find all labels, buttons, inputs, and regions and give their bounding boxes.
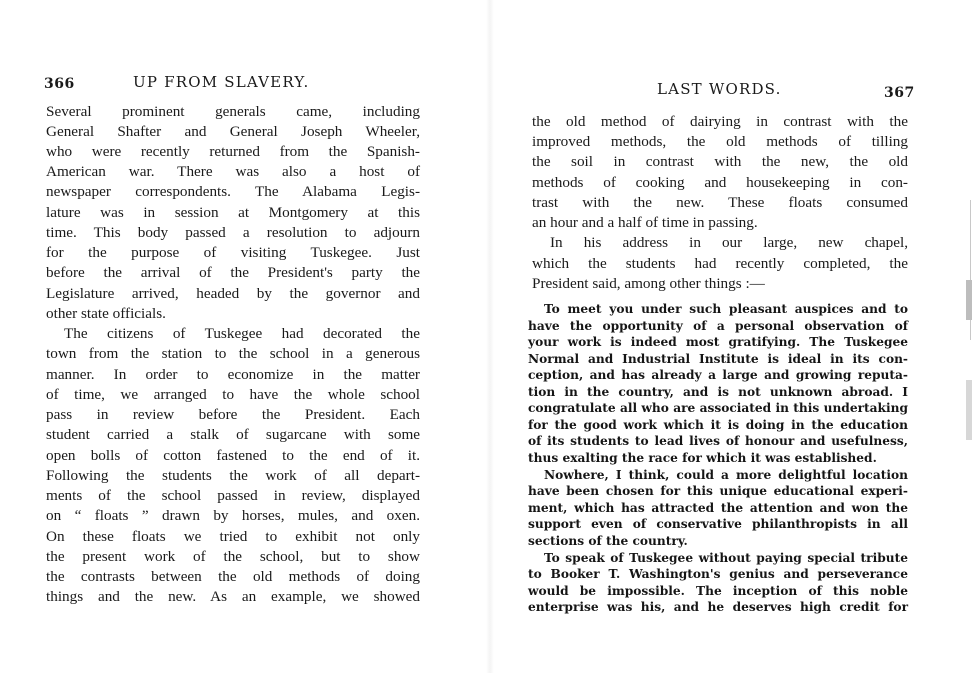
quote-line: of its students to lead lives of honour and usefulness, — [528, 434, 908, 448]
body-line: methods of cooking and housekeeping in con- — [532, 174, 908, 191]
body-line: trast with the new. These floats consumed — [532, 194, 908, 211]
body-line: time. This body passed a resolution to adjourn — [46, 224, 420, 241]
page-number: 367 — [884, 85, 915, 101]
body-line: The citizens of Tuskegee had decorated the — [64, 325, 420, 342]
quote-line: sections of the country. — [528, 534, 688, 548]
page-edge-shadow — [966, 280, 972, 320]
body-line: the old method of dairying in contrast with the — [532, 113, 908, 130]
body-line: ments of the school passed in review, displayed — [46, 487, 420, 504]
quote-line: have been chosen for this unique educational experi- — [528, 484, 908, 498]
body-line: In his address in our large, new chapel, — [550, 234, 908, 251]
body-line: newspaper correspondents. The Alabama Legis- — [46, 183, 420, 200]
body-line: for the purpose of visiting Tuskegee. Just — [46, 244, 420, 261]
body-line: On these floats we tried to exhibit not only — [46, 528, 420, 545]
page-edge-shadow — [966, 380, 972, 440]
body-line: lature was in session at Montgomery at this — [46, 204, 420, 221]
body-line: open bolls of cotton fastened to the end of it. — [46, 447, 420, 464]
running-head: UP FROM SLAVERY. — [133, 73, 310, 91]
body-line: other state officials. — [46, 305, 166, 322]
quote-line: would be impossible. The inception of this noble — [528, 584, 908, 598]
body-line: town from the station to the school in a generous — [46, 345, 420, 362]
body-line: on “ floats ” drawn by horses, mules, and oxen. — [46, 507, 420, 524]
right-page — [490, 0, 980, 673]
body-line: pass in review before the President. Each — [46, 406, 420, 423]
quote-line: Nowhere, I think, could a more delightful location — [544, 468, 908, 482]
quote-line: for the good work which it is doing in the education — [528, 418, 908, 432]
body-line: Legislature arrived, headed by the governor and — [46, 285, 420, 302]
quote-line: ception, and has already a large and growing reputa- — [528, 368, 908, 382]
quote-line: support even of conservative philanthropists in all — [528, 517, 908, 531]
body-line: American war. There was also a host of — [46, 163, 420, 180]
body-line: an hour and a half of time in passing. — [532, 214, 758, 231]
quote-line: To speak of Tuskegee without paying special tribute — [544, 551, 908, 565]
quote-line: congratulate all who are associated in this undertaking — [528, 401, 908, 415]
body-line: the present work of the school, but to show — [46, 548, 420, 565]
quote-line: ment, which has attracted the attention and won the — [528, 501, 908, 515]
body-line: Following the students the work of all depart- — [46, 467, 420, 484]
body-line: General Shafter and General Joseph Wheeler, — [46, 123, 420, 140]
body-line: manner. In order to economize in the matter — [46, 366, 420, 383]
body-line: improved methods, the old methods of tilling — [532, 133, 908, 150]
quote-line: enterprise was his, and he deserves high credit for — [528, 600, 908, 614]
body-line: before the arrival of the President's party the — [46, 264, 420, 281]
quote-line: Normal and Industrial Institute is ideal in its con- — [528, 352, 908, 366]
running-head: LAST WORDS. — [657, 80, 782, 98]
body-line: President said, among other things :— — [532, 275, 765, 292]
body-line: the contrasts between the old methods of doing — [46, 568, 420, 585]
body-line: student carried a stalk of sugarcane with some — [46, 426, 420, 443]
quote-line: your work is indeed most gratifying. The Tuskegee — [528, 335, 908, 349]
quote-line: have the opportunity of a personal observation of — [528, 319, 908, 333]
body-line: who were recently returned from the Spanish- — [46, 143, 420, 160]
quote-line: To meet you under such pleasant auspices and to — [544, 302, 908, 316]
body-line: which the students had recently completed, the — [532, 255, 908, 272]
body-line: the soil in contrast with the new, the old — [532, 153, 908, 170]
body-line: of time, we arranged to have the whole school — [46, 386, 420, 403]
body-line: Several prominent generals came, including — [46, 103, 420, 120]
page-number: 366 — [44, 76, 75, 92]
quote-line: thus exalting the race for which it was established. — [528, 451, 877, 465]
quote-line: to Booker T. Washington's genius and perseverance — [528, 567, 908, 581]
body-line: things and the new. As an example, we showed — [46, 588, 420, 605]
quote-line: tion in the country, and is not unknown abroad. I — [528, 385, 908, 399]
